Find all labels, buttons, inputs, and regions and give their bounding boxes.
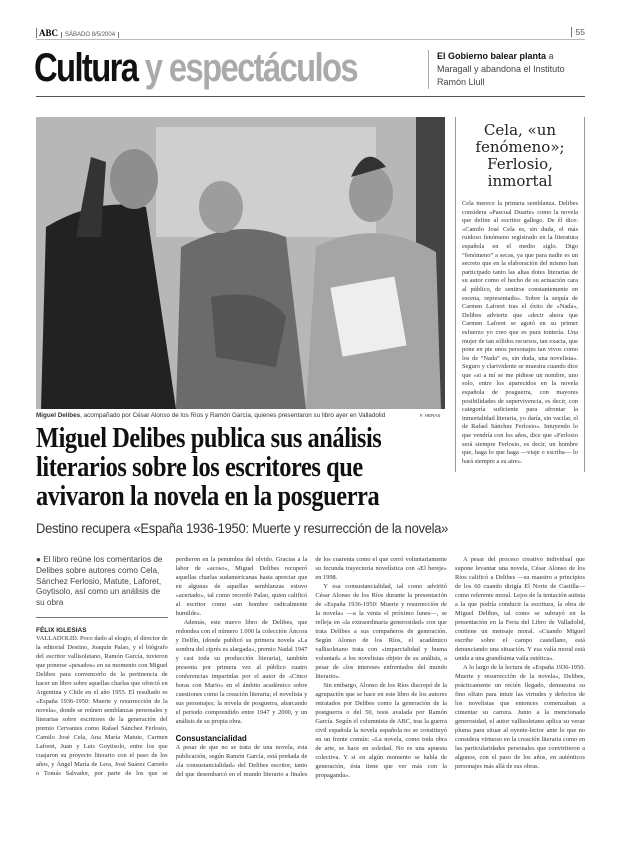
newspaper-brand: ABC (36, 28, 58, 38)
section-divider (36, 96, 585, 97)
caption-text: , acompañado por César Alonso de los Ríos y Ramón García, quienes presentaron su libro ayer en Valladolid (80, 412, 386, 419)
sidebar-title: Cela, «un fenómeno»; Ferlosio, inmortal (475, 121, 565, 190)
article-body-columns (36, 555, 447, 780)
page-header (36, 28, 585, 40)
teaser-link[interactable] (428, 50, 585, 89)
paragraph-3: A pesar de que no se trata de una novela, esta publicación, según Ramón García, está preñada de «la consustancialidad» del Delibes escritor, tanto del que desembarcó en el mundo literario a finales de los cuarenta como el que cerró voluntariamente su fecunda trayectoria novelística con «El hereje» en 1998. (175, 556, 447, 778)
paragraph-7: A lo largo de la lectura de «España 1936-1950. Muerte y resurrección de la novela», Delibes, prácticamente un recién llegado, demuestra su fino olfato para intuir las virtudes y defectos de los novelistas que entonces comenzaban a cimentar su carrera. Junto a la mencionada generosidad, el autor vallisoletano aplica su veraz pluma para situar al oyente-lector ante lo que no considera virtuoso en la creación literaria como en las particularidades personales que convirtieron a algunos, con el paso de los años, en auténticos personajes más allá de sus obras. (455, 664, 585, 770)
section-title (34, 44, 357, 92)
paragraph-1: VALLADOLID. Poco dado al elogio, el director de la editorial Destino, Joaquín Palao, y el biógrafo del escritor vallisoletano, Ramón García, tuvieron que ponerse «pesados» en su momento con Miguel Delibes para convencerlo de la pertinencia de hacer un libro sobre aquellas charlas que ofreció en Argentina y Chile en el año 1955. El resultado es «España 1936-1950: Muerte y resurrección de la novela», donde se reúnen semblanzas personales y literarias sobre escritores de la generación del premio Cervantes como Rafael Sánchez Ferlosio, Camilo José Cela, Ana María Matute, Carmen Laforet, Juan y Luis Goytisolo, entre los que cuajaron su proyecto literario con el paso de los años, y Ángel María de Lera, José Suárez Carreño o Tomás Salvador, por parte de los que se perdieron en la penumbra del olvido. Gracias a la labor de «acoso», Miguel Delibes recuperó aquellas charlas sudamericanas hasta apreciar que en algunas de aquellas semblanzas estuvo «acertado», tal como recordó Palao, quien calificó al escritor como «un hombre radicalmente humilde». (36, 556, 308, 777)
photo-caption (36, 412, 385, 419)
article-lead: ● El libro reúne los comentarios de Delibes sobre autores como Cela, Sánchez Ferlosio, Matute, Laforet, Goytisolo, así como un análisis de su obra (36, 555, 168, 618)
caption-name: Miguel Delibes (36, 412, 81, 419)
article-photo (36, 117, 445, 409)
column-4 (455, 555, 585, 771)
sidebar-box (455, 117, 585, 472)
paragraph-6: A pesar del proceso creativo individual que supone levantar una novela, César Alonso de los Ríos calificó a Delibes —su maestro a principios de los 60 cuando dirigía El Norte de Castilla— como referente moral. Lejos de la tentación autista a la que podría conducir la escritura, la obra de Miguel Delibes, tal como se subrayó en la presentación en la Feria del Libro de Valladolid, contiene un mensaje moral. «Cuando Miguel escribe sobre el campo castellano, está denunciando una situación. Y esa valía moral está unida a una grandísima valía estética». (455, 556, 585, 662)
photo-credit: F. HERAS (420, 413, 441, 418)
article-author: FÉLIX IGLESIAS (36, 626, 87, 634)
article-headline: Miguel Delibes publica sus análisis literarios sobre los escritores que avivaron la novela en la posguerra (36, 422, 382, 512)
sidebar-body: Cela merece la primera semblanza. Delibes considera «Pascual Duarte» como la novela que define al escritor gallego. De él dice: «Camilo José Cela es, sin duda, el más ruidoso fenómeno registrado en la literatura española en el medio siglo. Digo “fenómeno” a secas, ya que para nadie es un secreto que en la elaboración del mismo han participado tanto las altas dotes literarias de su autor como el hecho de su actuación cara al público, de sentirse constantemente en escena, representado». Sobre la sequía de Carmen Laforet tras el éxito de «Nada», Delibes advierte que «decir ahora que Carmen Laforet se agotó en su primer esfuerzo yo creo que es pura tontería. Una mujer de tan sólidos recursos, tan exacta, que pone en pie unos personajes tan vivos como los de “Nada” es, sin duda, una novelista». Seguro y clarividente se muestra cuando dice que «si a mí se me pidiese un nombre, uno solo, entre los aparecidos en la novela española de posguerra, con mayores posibilidades de supervivencia, es decir, con categoría suficiente para afrontar la inmortalidad literaria, yo daría, sin vacilar, el de Rafael Sánchez Ferlosio». Intuyendo lo que vendría con los años, dice que «Ferlosio será siempre Ferlosio, es decir, un hombre que, haga lo que haga —viaje o escriba— lo hará siempre a su aire». (462, 200, 578, 465)
article-subtitle: Destino recupera «España 1936-1950: Muerte y resurrección de la novela» (36, 521, 449, 536)
section-title-bold: Cultura (34, 46, 138, 90)
paragraph-4: Y esa consustancialidad, tal como advirtió César Alonso de los Ríos durante la presentación de «España 1936-1950: Muerte y resurrección de la novela» —a la venta el próximo lunes—, se refleja en «la extraordinaria generosidad» con que trata Delibes a sus compañeros de generación. Según Alonso de los Ríos, el académico vallisoletano trata con «imparcialidad y buena voluntad» a los novelistas objeto de su análisis, a pesar de «los intereses enfrentados del mundo literario». (315, 583, 447, 680)
section-title-light: y espectáculos (144, 46, 358, 90)
photo-people-illustration (36, 117, 445, 409)
subheading: Consustancialidad (175, 734, 247, 743)
paragraph-5: Sin embargo, Alonso de los Ríos discrepó de la agrupación que se hace en este libro de los autores retratados por Delibes como la generación de la postguerra o del 50, tesis avalada por Ramón García. Según el columnista de ABC, tras la guerra civil española la novela española no se constituyó en un frente común: «La novela, como toda obra de arte, se hace en soledad. No es una apuesta colectiva. Y si en algún momento se habla de generación, ésta tiene que ver más con la propaganda». (315, 682, 447, 779)
teaser-bold: El Gobierno balear planta (437, 51, 547, 61)
teaser-text: a Maragall y abandona el Instituto Ramón Llull (437, 51, 565, 87)
issue-date: SÁBADO 8/5/2004 (61, 32, 119, 38)
page-number: 55 (571, 27, 585, 37)
paragraph-2: Además, este nuevo libro de Delibes, que redondea con el número 1.000 la colección Áncora y Delfín, (donde publicó su primera novela «La sombra del ciprés es alargada», premio Nadal 1947 y casi toda su producción literaria), también presenta por primera vez al público cuatro conferencias impartidas por el autor de «Cinco horas con Mario» en el ámbito académico sobre cuestiones como la creación literaria; el novelista y sus personajes; la novela de posguerra, abarcando el periodo comprendido entre 1947 y 2000, y un análisis de su propia obra. (175, 619, 308, 725)
